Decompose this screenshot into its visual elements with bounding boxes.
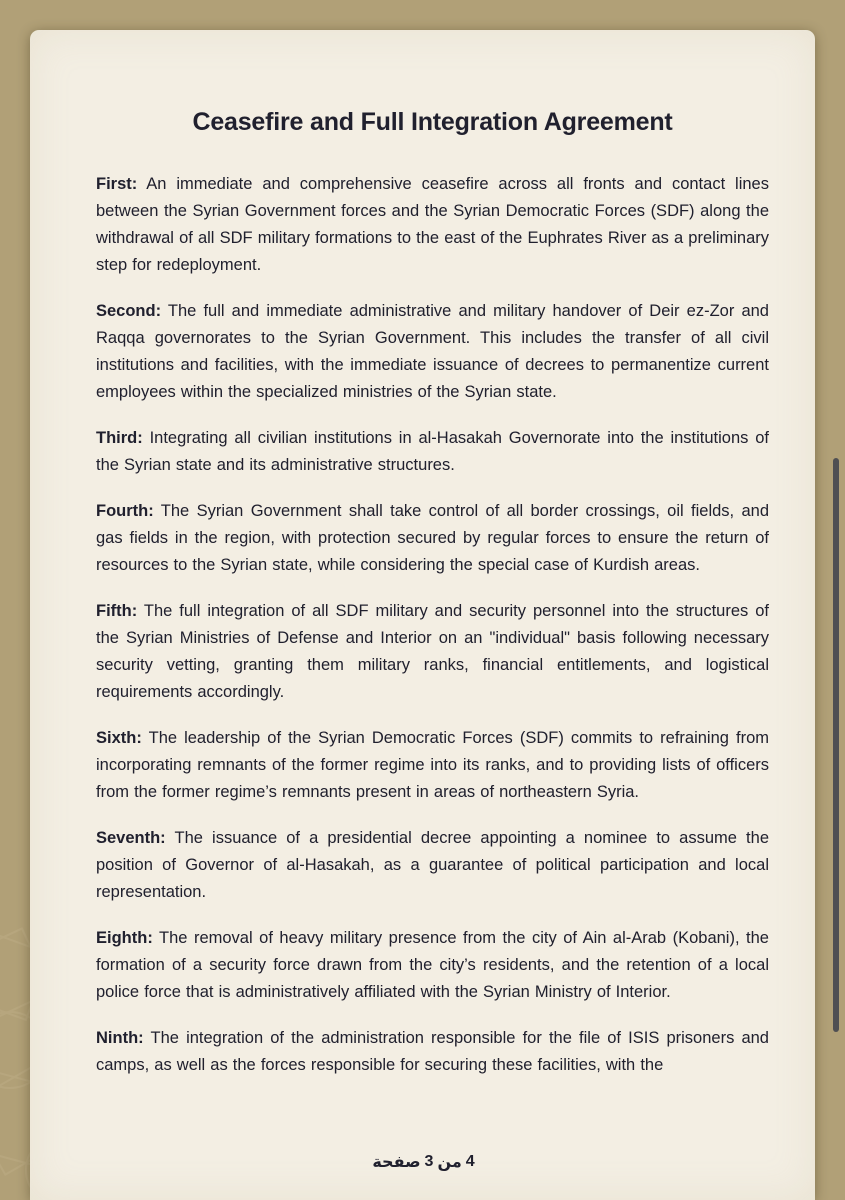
paragraph-eighth-text: The removal of heavy military presence from the city of Ain al-Arab (Kobani), the formation of a security force drawn from the city’s residents, and the retention of a local police force that is administratively affiliated with the Syrian Ministry of Interior. <box>96 929 769 1001</box>
paragraph-first-label: First: <box>96 175 138 193</box>
document-page <box>30 30 815 1200</box>
paragraph-seventh-label: Seventh: <box>96 829 166 847</box>
paragraph-third-label: Third: <box>96 429 143 447</box>
paragraph-third-text: Integrating all civilian institutions in al-Hasakah Governorate into the institutions of the Syrian state and its administrative structures. <box>96 429 769 474</box>
footer-word-of: من <box>437 1154 462 1171</box>
paragraph-first <box>96 171 769 279</box>
paragraph-second-text: The full and immediate administrative and military handover of Deir ez-Zor and Raqqa governorates to the Syrian Government. This includes the transfer of all civil institutions and facilities, with the immediate issuance of decrees to permanentize current employees within the specialized ministries of the Syrian state. <box>96 302 769 401</box>
paragraph-third <box>96 425 769 479</box>
paragraph-fifth <box>96 598 769 706</box>
paragraph-fourth <box>96 498 769 579</box>
paragraph-fifth-text: The full integration of all SDF military and security personnel into the structures of the Syrian Ministries of Defense and Interior on an "individual" basis following necessary security vetting, granting them military ranks, financial entitlements, and logistical requirements accordingly. <box>96 602 769 701</box>
footer-total-pages: 4 <box>465 1153 475 1170</box>
paragraph-eighth-label: Eighth: <box>96 929 153 947</box>
paragraph-seventh-text: The issuance of a presidential decree appointing a nominee to assume the position of Governor of al-Hasakah, as a guarantee of political participation and local representation. <box>96 829 769 901</box>
paragraph-sixth <box>96 725 769 806</box>
paragraph-ninth-label: Ninth: <box>96 1029 144 1047</box>
paragraph-ninth-text: The integration of the administration responsible for the file of ISIS prisoners and camps, as well as the forces responsible for securing these facilities, with the <box>96 1029 769 1074</box>
paragraph-first-text: An immediate and comprehensive ceasefire across all fronts and contact lines between the Syrian Government forces and the Syrian Democratic Forces (SDF) along the withdrawal of all SDF military formations to the east of the Euphrates River as a preliminary step for redeployment. <box>96 175 769 274</box>
document-content <box>30 30 815 1200</box>
paragraph-fourth-text: The Syrian Government shall take control of all border crossings, oil fields, and gas fields in the region, with protection secured by regular forces to ensure the return of resources to the Syrian state, while considering the special case of Kurdish areas. <box>96 502 769 574</box>
paragraph-sixth-text: The leadership of the Syrian Democratic Forces (SDF) commits to refraining from incorporating remnants of the former regime into its ranks, and to providing lists of officers from the former regime’s remnants present in areas of northeastern Syria. <box>96 729 769 801</box>
paragraph-second <box>96 298 769 406</box>
paragraph-eighth <box>96 925 769 1006</box>
paragraph-fourth-label: Fourth: <box>96 502 154 520</box>
paragraph-second-label: Second: <box>96 302 162 320</box>
document-title: Ceasefire and Full Integration Agreement <box>192 108 673 136</box>
paragraph-seventh <box>96 825 769 906</box>
page-number-footer <box>30 1152 815 1172</box>
paragraph-sixth-label: Sixth: <box>96 729 142 747</box>
footer-current-page: 3 <box>424 1153 434 1170</box>
paragraph-ninth <box>96 1025 769 1079</box>
scrollbar-thumb[interactable] <box>833 458 839 1032</box>
paragraph-fifth-label: Fifth: <box>96 602 138 620</box>
footer-word-page: صفحة <box>372 1154 421 1171</box>
